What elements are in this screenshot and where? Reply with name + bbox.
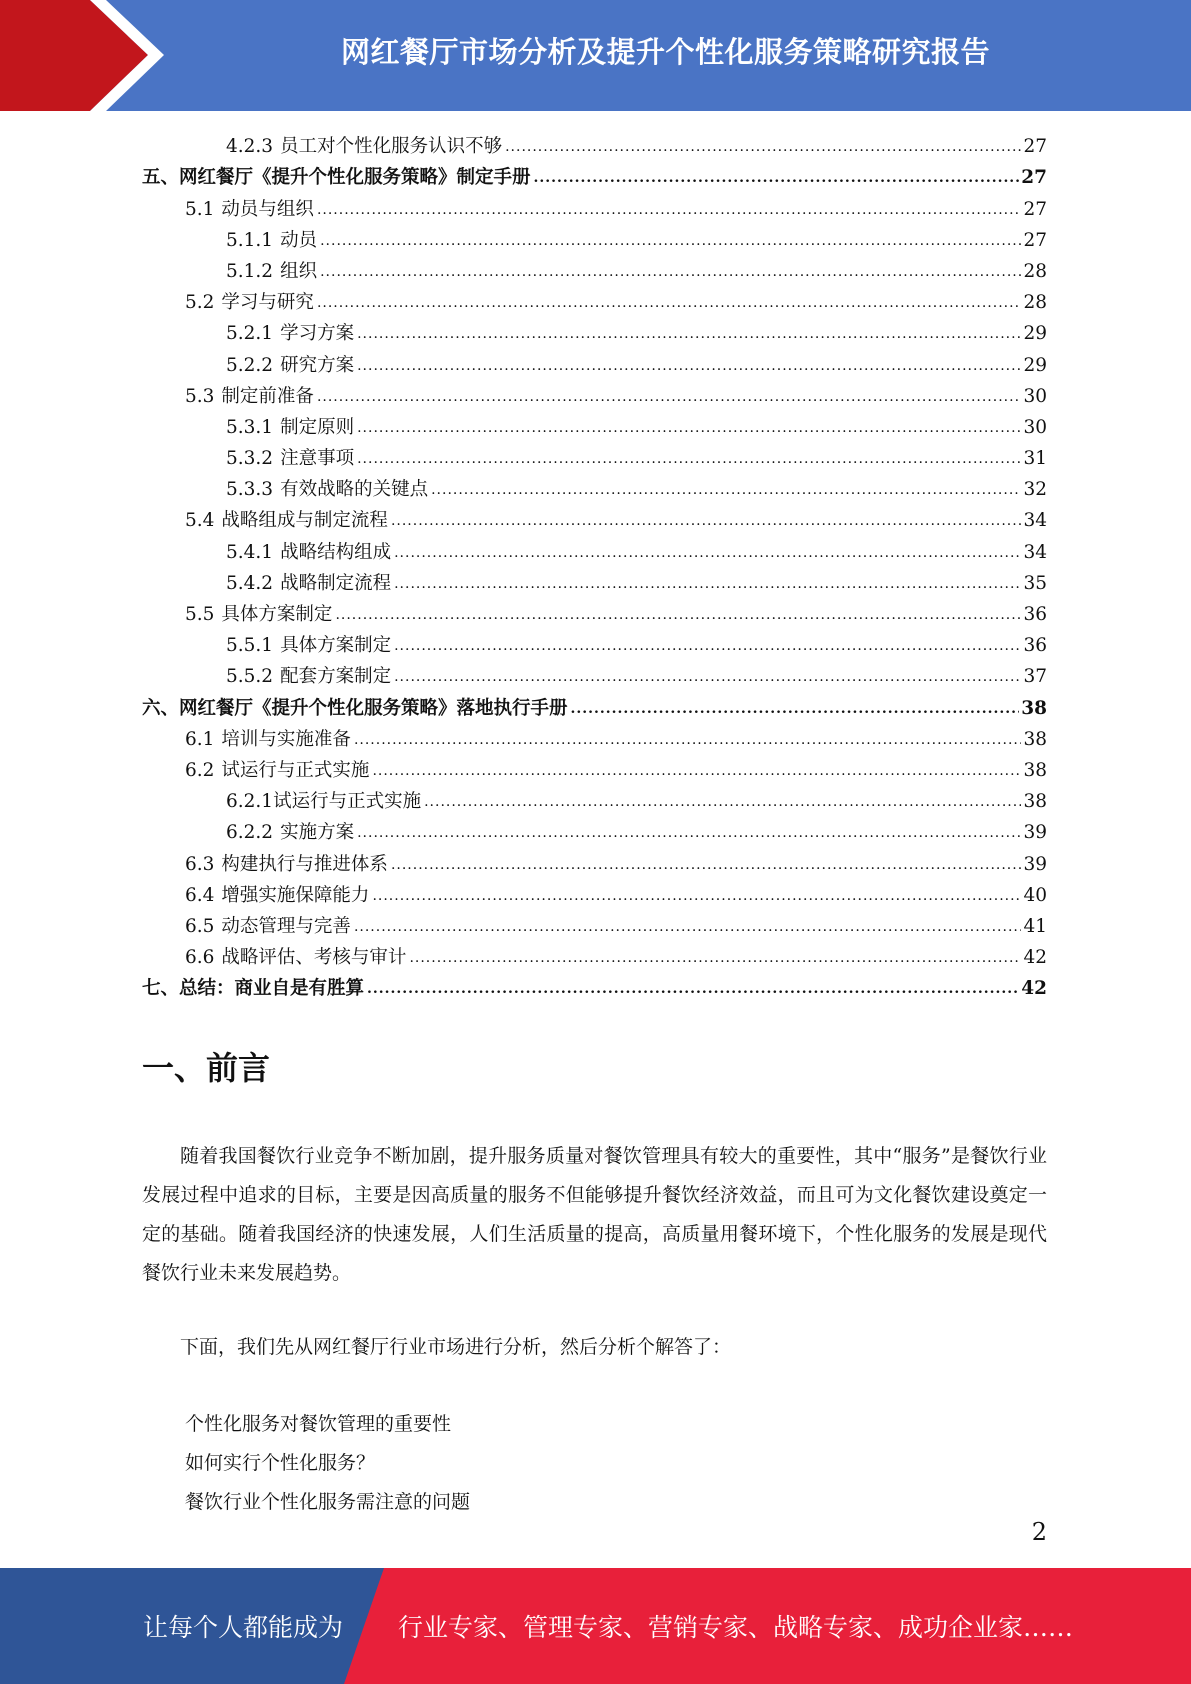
toc-entry-number: 5.1.1 (226, 229, 274, 251)
list-item: 餐饮行业个性化服务需注意的问题 (185, 1491, 471, 1513)
toc-leader-dots (320, 230, 1021, 252)
toc-leader-dots (357, 323, 1021, 345)
toc-entry-number: 5.1.2 (226, 260, 274, 282)
toc-entry-title: 战略结构组成 (280, 541, 392, 563)
toc-entry-number: 6.5 (185, 915, 215, 937)
toc-entry-title: 注意事项 (280, 448, 355, 470)
toc-leader-dots (357, 448, 1021, 470)
toc-entry-page: 27 (1023, 136, 1047, 158)
toc-entry[interactable] (142, 470, 1047, 501)
toc-entry[interactable] (142, 751, 1047, 782)
toc-entry-page: 30 (1023, 416, 1047, 438)
toc-entry[interactable] (142, 907, 1047, 938)
toc-entry-title: 员工对个性化服务认识不够 (280, 136, 503, 158)
toc-entry-title: 战略评估、考核与审计 (221, 947, 407, 969)
intro-paragraph: 随着我国餐饮行业竞争不断加剧，提升服务质量对餐饮管理具有较大的重要性，其中“服务”是餐饮行业发展过程中追求的目标，主要是因高质量的服务不但能够提升餐饮经济效益，而且可为文化餐饮建设奠定一定的基础。随着我国经济的快速发展，人们生活质量的提高，高质量用餐环境下，个性化服务的发展是现代餐饮行业未来发展趋势。 (142, 1145, 1047, 1284)
toc-entry-number: 5.2.1 (226, 323, 274, 345)
toc-entry-title: 制定原则 (280, 416, 355, 438)
toc-entry-title: 制定前准备 (221, 385, 314, 407)
toc-entry-page: 28 (1023, 260, 1047, 282)
toc-leader-dots (424, 791, 1021, 813)
toc-entry-number: 5.3.2 (226, 448, 274, 470)
toc-entry[interactable] (142, 127, 1047, 158)
toc-entry-number: 5.3.3 (226, 479, 274, 501)
toc-leader-dots (505, 136, 1021, 158)
toc-leader-dots (571, 698, 1020, 720)
toc-entry-page: 37 (1023, 666, 1047, 688)
toc-entry-page: 40 (1023, 884, 1047, 906)
toc-entry-title: 配套方案制定 (280, 666, 392, 688)
toc-entry-number: 5.3.1 (226, 416, 274, 438)
page-footer (0, 1568, 1191, 1684)
toc-entry-page: 39 (1023, 853, 1047, 875)
toc-entry[interactable] (142, 532, 1047, 563)
toc-entry-number: 5.4.1 (226, 541, 274, 563)
toc-entry[interactable] (142, 189, 1047, 220)
toc-leader-dots (317, 292, 1022, 314)
toc-entry[interactable] (142, 408, 1047, 439)
toc-leader-dots (354, 729, 1022, 751)
toc-entry-page: 41 (1023, 915, 1047, 937)
toc-entry[interactable] (142, 813, 1047, 844)
toc-entry-number: 4.2.3 (226, 136, 274, 158)
toc-leader-dots (409, 947, 1021, 969)
toc-entry[interactable] (142, 782, 1047, 813)
header-title: 网红餐厅市场分析及提升个性化服务策略研究报告 (340, 34, 990, 69)
toc-entry-number: 5.5 (185, 604, 215, 625)
toc-entry[interactable] (142, 314, 1047, 345)
toc-entry-title: 培训与实施准备 (221, 728, 351, 750)
toc-entry[interactable] (142, 283, 1047, 314)
toc-entry-title: 学习与研究 (221, 292, 314, 314)
toc-entry-number: 6.4 (185, 884, 215, 906)
toc-entry-number: 5.4.2 (226, 572, 274, 594)
toc-leader-dots (431, 479, 1021, 501)
table-of-contents (142, 127, 1047, 1000)
toc-entry-page: 27 (1023, 198, 1047, 220)
toc-entry[interactable] (142, 221, 1047, 252)
toc-entry[interactable] (142, 377, 1047, 408)
toc-leader-dots (394, 573, 1021, 595)
toc-entry-title: 实施方案 (280, 822, 355, 844)
toc-entry-title: 组织 (280, 260, 318, 282)
toc-leader-dots (317, 199, 1022, 221)
list-item: 如何实行个性化服务？ (185, 1452, 376, 1474)
toc-entry-title: 七、总结：商业自是有胜算 (142, 978, 365, 1000)
toc-entry-title: 增强实施保障能力 (221, 884, 370, 906)
toc-entry-title: 动员 (280, 229, 318, 251)
toc-entry-page: 35 (1023, 572, 1047, 594)
toc-entry-title: 具体方案制定 (280, 635, 392, 657)
toc-entry[interactable] (142, 938, 1047, 969)
toc-entry-number: 6.2 (185, 759, 215, 781)
toc-entry-page: 38 (1021, 697, 1047, 719)
toc-entry-number: 6.3 (185, 853, 215, 875)
section-heading: 一、前言 (142, 1049, 271, 1087)
toc-entry-page: 27 (1021, 167, 1047, 189)
toc-entry-number: 6.2.1 (226, 791, 274, 813)
toc-entry-page: 36 (1023, 604, 1047, 625)
toc-entry-page: 39 (1023, 822, 1047, 844)
toc-entry-title: 试运行与正式实施 (273, 791, 422, 813)
toc-entry[interactable] (142, 345, 1047, 376)
toc-leader-dots (372, 885, 1021, 907)
toc-entry-number: 5.5.2 (226, 666, 274, 688)
toc-entry[interactable] (142, 657, 1047, 688)
toc-entry-page: 34 (1023, 541, 1047, 563)
toc-entry[interactable] (142, 844, 1047, 875)
footer-slogan-left: 让每个人都能成为 (143, 1613, 344, 1642)
toc-entry[interactable] (142, 252, 1047, 283)
toc-entry[interactable] (142, 969, 1047, 1000)
toc-entry-number: 5.3 (185, 385, 215, 407)
toc-entry[interactable] (142, 564, 1047, 595)
toc-entry-number: 6.2.2 (226, 822, 274, 844)
toc-entry[interactable] (142, 158, 1047, 189)
toc-entry-number: 6.1 (185, 728, 215, 750)
toc-entry-page: 34 (1023, 510, 1047, 532)
footer-slogan-right: 行业专家、管理专家、营销专家、战略专家、成功企业家…… (398, 1613, 1074, 1642)
toc-leader-dots (394, 635, 1021, 657)
page-number: 2 (1031, 1518, 1047, 1546)
toc-entry-page: 31 (1023, 448, 1047, 470)
toc-entry-title: 战略组成与制定流程 (221, 510, 388, 532)
toc-entry-title: 动态管理与完善 (221, 915, 351, 937)
toc-leader-dots (317, 386, 1022, 408)
toc-entry-page: 42 (1021, 978, 1047, 1000)
toc-entry-page: 27 (1023, 229, 1047, 251)
toc-entry[interactable] (142, 501, 1047, 532)
toc-entry-page: 29 (1023, 354, 1047, 376)
toc-entry-title: 具体方案制定 (221, 604, 333, 625)
toc-leader-dots (394, 666, 1021, 688)
toc-entry-number: 5.5.1 (226, 635, 274, 657)
toc-entry-number: 5.4 (185, 510, 215, 532)
toc-leader-dots (534, 167, 1020, 189)
toc-entry[interactable] (142, 720, 1047, 751)
toc-entry-title: 战略制定流程 (280, 572, 392, 594)
toc-leader-dots (357, 355, 1021, 377)
toc-entry-title: 研究方案 (280, 354, 355, 376)
toc-entry-page: 38 (1023, 759, 1047, 781)
toc-leader-dots (357, 417, 1021, 439)
toc-entry-number: 5.2.2 (226, 354, 274, 376)
toc-entry-title: 学习方案 (280, 323, 355, 345)
toc-entry[interactable] (142, 595, 1047, 626)
toc-entry-page: 38 (1023, 728, 1047, 750)
toc-entry[interactable] (142, 688, 1047, 719)
toc-entry-number: 5.2 (185, 292, 215, 314)
toc-entry-title: 五、网红餐厅《提升个性化服务策略》制定手册 (142, 167, 531, 189)
toc-leader-dots (320, 261, 1021, 283)
toc-entry-number: 5.1 (185, 198, 215, 220)
toc-leader-dots (372, 760, 1021, 782)
toc-entry-page: 30 (1023, 385, 1047, 407)
toc-entry[interactable] (142, 626, 1047, 657)
toc-leader-dots (357, 822, 1021, 844)
toc-entry-number: 6.6 (185, 947, 215, 969)
toc-leader-dots (391, 510, 1022, 532)
list-item: 个性化服务对餐饮管理的重要性 (185, 1413, 452, 1435)
toc-entry-page: 38 (1023, 791, 1047, 813)
toc-entry-title: 试运行与正式实施 (221, 759, 370, 781)
toc-entry-page: 42 (1023, 947, 1047, 969)
analysis-paragraph: 下面，我们先从网红餐厅行业市场进行分析，然后分析个解答了： (180, 1336, 732, 1358)
toc-entry-page: 32 (1023, 479, 1047, 501)
toc-entry-title: 有效战略的关键点 (280, 479, 429, 501)
toc-entry-title: 动员与组织 (221, 198, 314, 220)
toc-leader-dots (391, 854, 1022, 876)
toc-entry-page: 28 (1023, 292, 1047, 314)
toc-entry-page: 36 (1023, 635, 1047, 657)
toc-entry-title: 六、网红餐厅《提升个性化服务策略》落地执行手册 (142, 697, 568, 719)
toc-leader-dots (367, 978, 1019, 1000)
toc-entry[interactable] (142, 439, 1047, 470)
toc-leader-dots (394, 542, 1021, 564)
toc-leader-dots (354, 916, 1022, 938)
topic-list (185, 1405, 470, 1522)
toc-entry-page: 29 (1023, 323, 1047, 345)
toc-leader-dots (335, 604, 1021, 626)
page-header (0, 0, 1191, 111)
toc-entry[interactable] (142, 876, 1047, 907)
toc-entry-title: 构建执行与推进体系 (221, 853, 388, 875)
